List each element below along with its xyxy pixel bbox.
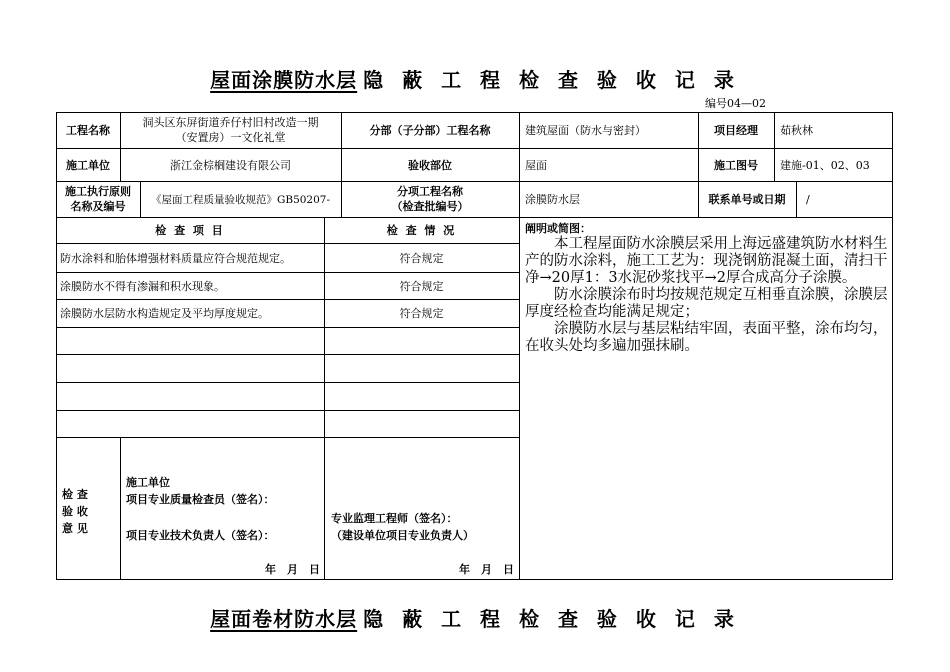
- project-manager-value: 茹秋林: [780, 124, 813, 137]
- standard-label-line2: 名称及编号: [70, 200, 126, 213]
- inspection-status: 符合规定: [399, 307, 444, 320]
- inspection-status: 符合规定: [399, 251, 444, 265]
- divider: [56, 382, 519, 383]
- item-name-value: 涂膜防水层: [525, 193, 580, 206]
- contractor-label: 施工单位: [66, 158, 110, 172]
- document-title: [0, 64, 950, 93]
- notes-paragraph: 本工程屋面防水涂膜层采用上海远盛建筑防水材料生产的防水涂料，施工工艺为：现浇钢筋混凝土面，清扫干净→20厚1：3水泥砂浆找平→2厚合成高分子涂膜。: [525, 236, 888, 286]
- contractor-date: 年 月 日: [265, 563, 320, 576]
- item-name-label-line2: （检查批编号）: [391, 200, 469, 213]
- location-label: 验收部位: [408, 158, 452, 172]
- next-document-title: [0, 603, 950, 632]
- location-value: 屋面: [525, 158, 547, 172]
- opinion-label-line1: 检 查: [62, 488, 88, 501]
- item-name-label: [341, 181, 519, 217]
- item-name-label-line1: 分项工程名称: [397, 185, 463, 198]
- opinion-label: [62, 486, 88, 537]
- supervisor-date: 年 月 日: [459, 563, 514, 576]
- divider: [56, 437, 519, 438]
- title-subject: 屋面涂膜防水层: [210, 68, 358, 92]
- quality-inspector-signature: 项目专业质量检查员（签名）：: [126, 493, 275, 506]
- standard-value: 《屋面工程质量验收规范》GB50207-: [150, 193, 331, 206]
- project-manager-label: 项目经理: [714, 124, 758, 137]
- project-name-line1: 洞头区东屏街道乔仔村旧村改造一期: [142, 116, 319, 129]
- divider: [56, 327, 519, 328]
- contractor-unit-label: 施工单位: [126, 476, 170, 489]
- standard-label-line1: 施工执行原则: [65, 185, 131, 198]
- next-title-text: 隐 蔽 工 程 检 查 验 收 记 录: [363, 607, 740, 631]
- opinion-label-line3: 意 见: [62, 522, 88, 535]
- subsection-label: 分部（子分部）工程名称: [369, 124, 491, 137]
- contractor-value: 浙江金棕榈建设有限公司: [170, 158, 291, 172]
- inspection-status-header: 检 查 情 况: [386, 224, 457, 237]
- owner-representative: （建设单位项目专业负责人）: [331, 529, 474, 542]
- inspection-item: 防水涂料和胎体增强材料质量应符合规范规定。: [60, 251, 291, 265]
- supervisor-signature: 专业监理工程师（签名）：: [331, 512, 458, 525]
- next-title-subject: 屋面卷材防水层: [210, 607, 358, 631]
- contact-number-label: 联系单号或日期: [708, 193, 786, 206]
- drawing-number-value: 建施-01、02、03: [780, 158, 870, 172]
- standard-label: [56, 181, 140, 217]
- subsection-value: 建筑屋面（防水与密封）: [525, 124, 646, 137]
- tech-lead-signature: 项目专业技术负责人（签名）：: [126, 529, 275, 542]
- notes-paragraph: 防水涂膜涂布时均按规范规定互相垂直涂膜，涂膜层厚度经检查均能满足规定；: [525, 287, 888, 320]
- inspection-item: 涂膜防水不得有渗漏和积水现象。: [60, 279, 225, 293]
- document-number: 编号04—02: [705, 97, 766, 110]
- notes-section: [522, 217, 894, 355]
- opinion-label-line2: 验 收: [62, 505, 88, 518]
- project-name-label: 工程名称: [66, 124, 110, 137]
- inspection-status: 符合规定: [399, 279, 444, 293]
- title-text: 隐 蔽 工 程 检 查 验 收 记 录: [363, 68, 740, 92]
- inspection-item-header: 检 查 项 目: [155, 224, 225, 237]
- inspection-item: 涂膜防水层防水构造规定及平均厚度规定。: [60, 307, 269, 320]
- notes-paragraph: 涂膜防水层与基层粘结牢固，表面平整，涂布均匀，在收头处均多遍加强抹刷。: [525, 321, 888, 354]
- notes-heading: 阐明或简图：: [525, 222, 591, 235]
- contact-number-value: /: [806, 192, 810, 206]
- divider: [120, 437, 121, 580]
- drawing-number-label: 施工图号: [714, 158, 758, 172]
- project-name-value: [120, 112, 341, 148]
- divider: [56, 354, 519, 355]
- project-name-line2: （安置房）一文化礼堂: [175, 131, 286, 144]
- divider: [56, 410, 519, 411]
